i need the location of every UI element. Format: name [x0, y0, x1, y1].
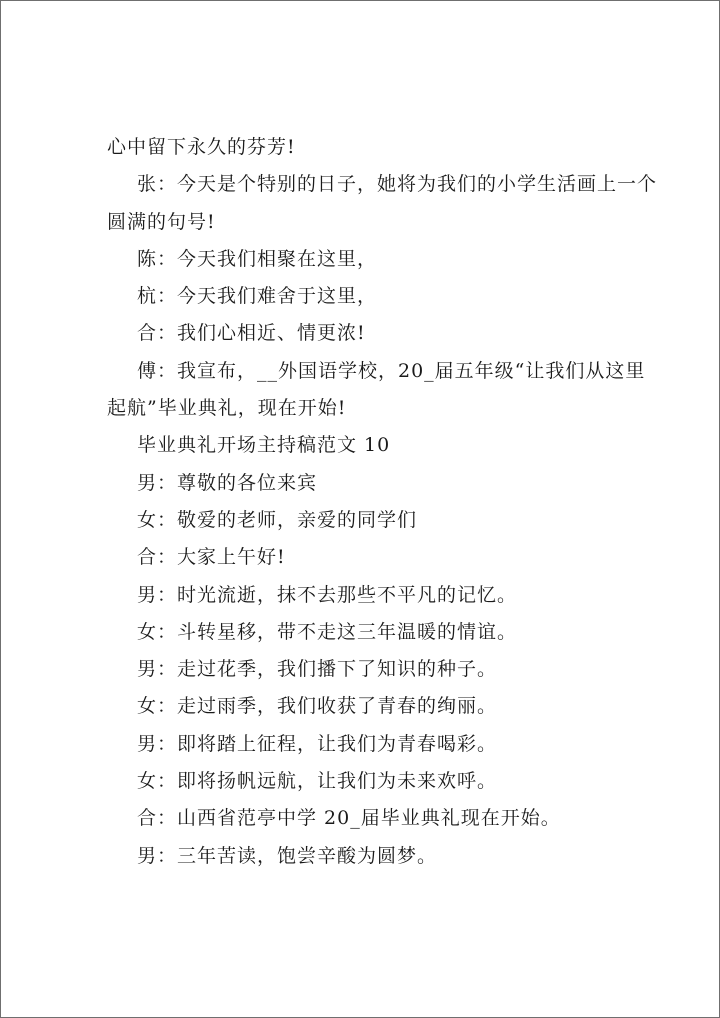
text-line: 女：敬爱的老师，亲爱的同学们 [137, 508, 418, 531]
document-body [107, 129, 658, 875]
text-line: 心中留下永久的芬芳! [107, 136, 296, 158]
text-line: 女：斗转星移，带不走这三年温暖的情谊。 [137, 620, 518, 643]
text-line: 圆满的句号! [107, 210, 216, 233]
text-line: 合：大家上午好! [137, 546, 286, 569]
text-line: 陈：今天我们相聚在这里， [137, 247, 378, 270]
section-heading: 毕业典礼开场主持稿范文 10 [137, 434, 391, 457]
text-line: 合：山西省范亭中学 20_届毕业典礼现在开始。 [137, 807, 561, 830]
text-line: 杭：今天我们难舍于这里， [137, 285, 378, 308]
text-line: 女：走过雨季，我们收获了青春的绚丽。 [137, 695, 498, 718]
text-line: 张：今天是个特别的日子，她将为我们的小学生活画上一个 [137, 173, 658, 196]
text-line: 起航”毕业典礼，现在开始! [107, 397, 347, 420]
text-line: 合：我们心相近、情更浓! [137, 322, 366, 345]
text-line: 男：即将踏上征程，让我们为青春喝彩。 [137, 732, 498, 755]
text-line: 女：即将扬帆远航，让我们为未来欢呼。 [137, 770, 498, 793]
text-line: 男：三年苦读，饱尝辛酸为圆梦。 [137, 844, 438, 867]
text-line: 男：时光流逝，抹不去那些不平凡的记忆。 [137, 583, 518, 606]
text-line: 傅：我宣布，__外国语学校，20_届五年级“让我们从这里 [137, 359, 646, 382]
text-line: 男：走过花季，我们播下了知识的种子。 [137, 658, 498, 681]
text-line: 男：尊敬的各位来宾 [137, 471, 318, 494]
